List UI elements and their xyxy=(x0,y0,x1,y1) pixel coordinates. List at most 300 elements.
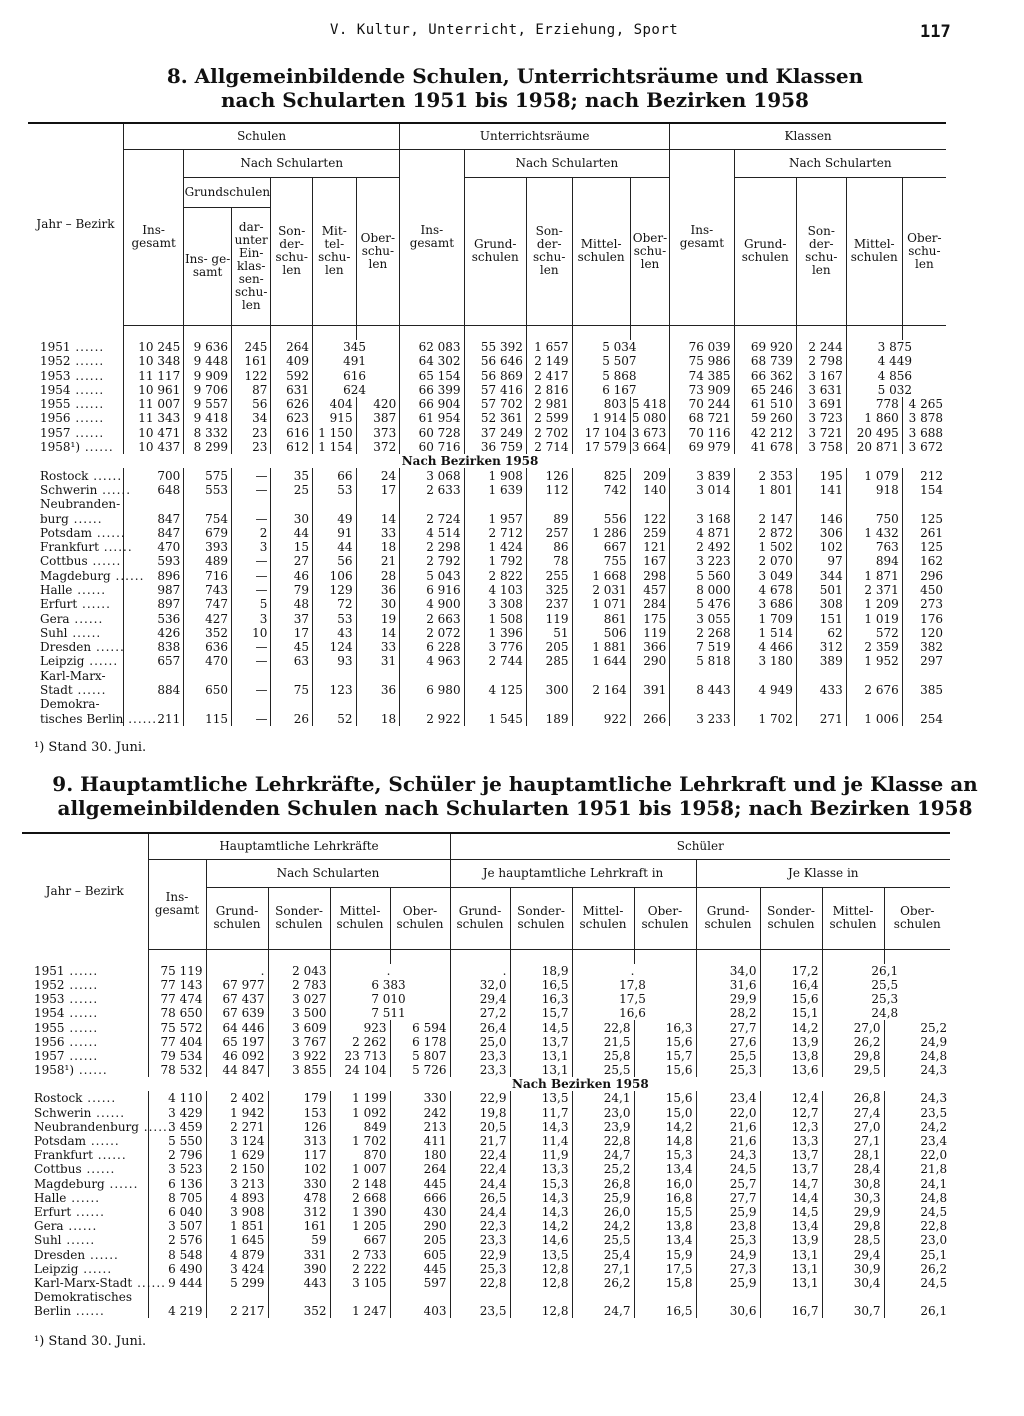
table-cell: 23 xyxy=(231,440,270,454)
table-cell: 1 199 xyxy=(330,1091,390,1105)
table-cell: 69 979 xyxy=(670,440,734,454)
table-row xyxy=(22,1276,950,1290)
table-cell xyxy=(760,1290,822,1304)
table-cell: 2 150 xyxy=(206,1162,268,1176)
table-cell: 572 xyxy=(846,626,902,640)
spacer-cell xyxy=(572,325,630,340)
header-kl-insgesamt: Ins- gesamt xyxy=(670,149,734,325)
table-cell: 489 xyxy=(184,554,232,568)
table-cell: 29,8 xyxy=(822,1049,884,1063)
table-cell: 4 466 xyxy=(734,640,796,654)
table-row xyxy=(28,540,946,554)
table-cell: 427 xyxy=(184,611,232,625)
row-label xyxy=(28,683,124,697)
table-cell: 553 xyxy=(184,483,232,497)
spacer-cell xyxy=(884,949,950,964)
table-row xyxy=(22,1148,950,1162)
row-label-text: 1955 xyxy=(34,1020,65,1035)
table-cell: 1 952 xyxy=(846,654,902,668)
table-cell: 3 308 xyxy=(464,597,526,611)
table-cell: 1 432 xyxy=(846,526,902,540)
row-label xyxy=(22,1247,148,1261)
table-cell: 167 xyxy=(630,554,670,568)
row-label-text: 1951 xyxy=(34,963,65,978)
table-cell: 391 xyxy=(630,683,670,697)
spacer-cell xyxy=(268,949,330,964)
table-cell: 2 714 xyxy=(526,440,572,454)
table-cell: 13,7 xyxy=(510,1035,572,1049)
table-cell: 11 343 xyxy=(124,411,184,425)
table-cell: 11,4 xyxy=(510,1134,572,1148)
table-cell: 750 xyxy=(846,511,902,525)
table-cell: 26,4 xyxy=(450,1020,510,1034)
table-cell: 30 xyxy=(356,597,400,611)
row-label-text: Erfurt xyxy=(40,597,78,612)
table-cell xyxy=(464,669,526,683)
row-label-text: Frankfurt xyxy=(34,1148,93,1163)
table-cell: 3 429 xyxy=(148,1106,206,1120)
table-cell: 1 851 xyxy=(206,1219,268,1233)
table-cell: 14 xyxy=(356,511,400,525)
row-label xyxy=(28,397,124,411)
table-cell: 918 xyxy=(846,483,902,497)
table-cell: 22,8 xyxy=(572,1020,634,1034)
leader-dots: ...... xyxy=(80,440,114,455)
table-cell: 61 954 xyxy=(400,411,464,425)
table-cell xyxy=(670,669,734,683)
row-label xyxy=(22,1205,148,1219)
table-cell: 297 xyxy=(902,654,946,668)
table-cell: 1 871 xyxy=(846,569,902,583)
table-row xyxy=(28,611,946,625)
table-cell: 4 265 xyxy=(902,397,946,411)
subheading: Nach Bezirken 1958 xyxy=(512,1077,649,1092)
table-row xyxy=(22,1091,950,1105)
table-cell: 390 xyxy=(268,1262,330,1276)
row-label-text: 1957 xyxy=(34,1048,65,1063)
table-cell xyxy=(902,697,946,711)
row-label xyxy=(22,1290,148,1304)
header-klassen: Klassen xyxy=(670,123,946,149)
table-cell-merged: 491 xyxy=(312,354,399,368)
table-row xyxy=(28,669,946,683)
spacer-cell xyxy=(846,325,902,340)
table-cell: 9 557 xyxy=(184,397,232,411)
table-cell: 382 xyxy=(902,640,946,654)
table-cell: 23,5 xyxy=(884,1106,950,1120)
table-cell: 125 xyxy=(902,540,946,554)
table-cell: 10 961 xyxy=(124,383,184,397)
table-cell: — xyxy=(231,683,270,697)
table-cell: 205 xyxy=(390,1233,450,1247)
table-cell-merged: 7 010 xyxy=(330,992,450,1006)
row-label xyxy=(28,354,124,368)
table-cell: 117 xyxy=(268,1148,330,1162)
table-cell: 271 xyxy=(796,712,846,726)
leader-dots: ...... xyxy=(91,1105,126,1120)
table-cell: 25,4 xyxy=(572,1247,634,1261)
t9-header-jk-oberschulen: Ober- schulen xyxy=(884,887,950,949)
row-label xyxy=(28,568,145,583)
leader-dots: ...... xyxy=(66,1190,101,1205)
table-cell: 13,4 xyxy=(760,1219,822,1233)
table-row xyxy=(22,1049,950,1063)
table-cell: 78 532 xyxy=(148,1063,206,1077)
leader-dots: ...... xyxy=(70,397,105,412)
table-row xyxy=(28,569,946,583)
header-gs-darunter: dar- unter Ein- klas- sen- schu- len xyxy=(231,207,270,325)
table-cell xyxy=(796,497,846,511)
leader-dots: ...... xyxy=(84,654,119,669)
table-cell: 14 xyxy=(356,626,400,640)
table-cell: 3 027 xyxy=(268,992,330,1006)
row-label-text: Neubrandenburg xyxy=(34,1119,139,1134)
table-cell: 48 xyxy=(271,597,313,611)
table-cell xyxy=(184,697,232,711)
table-cell: 1 006 xyxy=(846,712,902,726)
table-cell: 847 xyxy=(124,526,184,540)
table-cell-merged: 25,5 xyxy=(822,978,950,992)
table-cell: 17 xyxy=(356,483,400,497)
table-cell: 6 594 xyxy=(390,1020,450,1034)
table-cell xyxy=(356,697,400,711)
table-cell: 2 783 xyxy=(268,978,330,992)
leader-dots: ...... xyxy=(110,568,145,583)
table-cell-merged: 4 856 xyxy=(846,368,946,382)
leader-dots: ...... xyxy=(63,1219,98,1234)
table-cell: 24,8 xyxy=(884,1191,950,1205)
table-cell: 27 xyxy=(271,554,313,568)
leader-dots: ...... xyxy=(92,525,126,540)
table-row xyxy=(28,440,946,454)
table-cell: 3 233 xyxy=(670,712,734,726)
t9-header-lk-sonderschulen: Sonder- schulen xyxy=(268,887,330,949)
t9-header-lk-grundschulen: Grund- schulen xyxy=(206,887,268,949)
table-cell xyxy=(356,497,400,511)
table-cell: 420 xyxy=(356,397,400,411)
row-label xyxy=(22,1262,148,1276)
table-cell: 14,3 xyxy=(510,1205,572,1219)
table-cell xyxy=(124,697,184,711)
table-cell: 37 249 xyxy=(464,426,526,440)
table-cell: 255 xyxy=(526,569,572,583)
table-cell: 3 908 xyxy=(206,1205,268,1219)
table-cell: 4 893 xyxy=(206,1191,268,1205)
table-cell: 2 222 xyxy=(330,1262,390,1276)
leader-dots: ...... xyxy=(70,425,105,440)
table-cell-merged: 5 507 xyxy=(572,354,670,368)
row-label xyxy=(22,1020,148,1034)
table-cell: 266 xyxy=(630,712,670,726)
table-cell: 13,4 xyxy=(634,1233,696,1247)
table-cell: 747 xyxy=(184,597,232,611)
leader-dots: ...... xyxy=(78,1261,113,1276)
table-cell: 2 371 xyxy=(846,583,902,597)
leader-dots: ...... xyxy=(68,511,103,526)
table-cell: 20 495 xyxy=(846,426,902,440)
table-cell: 79 534 xyxy=(148,1049,206,1063)
table-cell: 1 657 xyxy=(526,340,572,354)
table-cell: 803 xyxy=(572,397,630,411)
table-cell-merged: 17,8 xyxy=(572,978,696,992)
table-cell xyxy=(696,1290,760,1304)
table-cell: 2 798 xyxy=(796,354,846,368)
t9-header-insgesamt: Ins- gesamt xyxy=(148,859,206,949)
leader-dots: ...... xyxy=(64,1006,99,1021)
spacer-row xyxy=(28,325,946,340)
table-cell: 2 217 xyxy=(206,1304,268,1318)
row-label xyxy=(28,711,158,726)
table-cell: 284 xyxy=(630,597,670,611)
table-cell: 22,3 xyxy=(450,1219,510,1233)
header-ur-insgesamt: Ins- gesamt xyxy=(400,149,464,325)
table-cell: 9 448 xyxy=(184,354,232,368)
row-label-text: 1954 xyxy=(40,382,71,397)
table-cell: 242 xyxy=(390,1106,450,1120)
leader-dots: ...... xyxy=(70,368,105,383)
t9-header-jl-oberschulen: Ober- schulen xyxy=(634,887,696,949)
table-cell: 24,3 xyxy=(884,1063,950,1077)
table-cell: 13,9 xyxy=(760,1035,822,1049)
table-cell: 22,0 xyxy=(696,1106,760,1120)
table-cell-merged: 345 xyxy=(312,340,399,354)
table-cell: 4 949 xyxy=(734,683,796,697)
table-cell: 21,6 xyxy=(696,1134,760,1148)
row-label-text: Potsdam xyxy=(40,525,93,540)
table-cell: 23,3 xyxy=(450,1233,510,1247)
table-cell: 22,8 xyxy=(884,1219,950,1233)
row-label-text: Dresden xyxy=(34,1247,86,1262)
row-label xyxy=(28,340,124,354)
table-cell: 79 xyxy=(271,583,313,597)
table-cell: 373 xyxy=(356,426,400,440)
table-cell: 25,5 xyxy=(696,1049,760,1063)
table-cell: 3 922 xyxy=(268,1049,330,1063)
table-row xyxy=(22,1233,950,1247)
table-cell: 86 xyxy=(526,540,572,554)
table-cell xyxy=(124,497,184,511)
table-cell: 592 xyxy=(271,368,313,382)
table-cell: 124 xyxy=(312,640,356,654)
table-cell: 259 xyxy=(630,526,670,540)
table-cell: 34,0 xyxy=(696,964,760,978)
table-cell: 45 xyxy=(271,640,313,654)
table-cell-merged: 16,6 xyxy=(572,1006,696,1020)
table-cell: 73 909 xyxy=(670,383,734,397)
table-cell: 1 545 xyxy=(464,712,526,726)
table-cell xyxy=(526,669,572,683)
table-cell: 24,4 xyxy=(450,1177,510,1191)
table-cell: 112 xyxy=(526,483,572,497)
spacer-cell xyxy=(356,325,400,340)
table-cell: 1 079 xyxy=(846,468,902,482)
table-cell xyxy=(312,497,356,511)
table-row xyxy=(28,697,946,711)
table-cell: 870 xyxy=(330,1148,390,1162)
table-cell: 27,6 xyxy=(696,1035,760,1049)
table-cell: — xyxy=(231,468,270,482)
table-cell: 1 942 xyxy=(206,1106,268,1120)
table-cell: 13,5 xyxy=(510,1247,572,1261)
row-label-text: 1954 xyxy=(34,1006,65,1021)
table-cell: 23 xyxy=(231,426,270,440)
table-cell: 27,0 xyxy=(822,1120,884,1134)
table-cell: 62 083 xyxy=(400,340,464,354)
table-cell: 290 xyxy=(630,654,670,668)
spacer-row xyxy=(22,949,950,964)
header-mittelschulen: Mit- tel- schu- len xyxy=(312,177,356,325)
table-cell: 2 663 xyxy=(400,611,464,625)
table-cell: 195 xyxy=(796,468,846,482)
table-row xyxy=(22,1063,950,1077)
table-cell: 24,2 xyxy=(884,1120,950,1134)
table-cell: 29,9 xyxy=(822,1205,884,1219)
t9-header-jk-mittelschulen: Mittel- schulen xyxy=(822,887,884,949)
table-cell: 264 xyxy=(390,1162,450,1176)
table-cell: 93 xyxy=(312,654,356,668)
table-cell: 3 523 xyxy=(148,1162,206,1176)
table-row xyxy=(22,1006,950,1020)
table-row xyxy=(28,468,946,482)
table-cell: 657 xyxy=(124,654,184,668)
table-cell: — xyxy=(231,583,270,597)
t9-header-schueler: Schüler xyxy=(450,833,950,859)
table-cell: 2 668 xyxy=(330,1191,390,1205)
table-cell: 25,7 xyxy=(696,1177,760,1191)
table-cell: 849 xyxy=(330,1120,390,1134)
table-cell: 2 744 xyxy=(464,654,526,668)
row-label xyxy=(28,383,124,397)
table-cell: 389 xyxy=(796,654,846,668)
table-cell: 478 xyxy=(268,1191,330,1205)
table-cell: 53 xyxy=(312,611,356,625)
table-cell: 13,1 xyxy=(760,1276,822,1290)
table-cell: 1 396 xyxy=(464,626,526,640)
row-label xyxy=(28,554,124,568)
table-cell: 66 362 xyxy=(734,368,796,382)
table-cell: 61 510 xyxy=(734,397,796,411)
table-cell: 78 xyxy=(526,554,572,568)
row-label xyxy=(28,368,124,382)
table-cell: 13,1 xyxy=(760,1262,822,1276)
table-cell: 66 xyxy=(312,468,356,482)
table-cell: 2 576 xyxy=(148,1233,206,1247)
table-cell: 31 xyxy=(356,654,400,668)
table-cell: 352 xyxy=(268,1304,330,1318)
leader-dots: ...... xyxy=(64,977,99,992)
table-row xyxy=(22,1120,950,1134)
header-jahr-bezirk: Jahr – Bezirk xyxy=(36,217,115,231)
table-cell: 2 702 xyxy=(526,426,572,440)
table-cell: 29,4 xyxy=(822,1247,884,1261)
table-cell: 3 105 xyxy=(330,1276,390,1290)
spacer-cell xyxy=(696,949,760,964)
table-cell: 12,8 xyxy=(510,1276,572,1290)
table-cell-merged: 24,8 xyxy=(822,1006,950,1020)
table-cell: 213 xyxy=(390,1120,450,1134)
table-cell: 32,0 xyxy=(450,978,510,992)
row-label xyxy=(22,1177,148,1191)
t9-header-jl-grundschulen: Grund- schulen xyxy=(450,887,510,949)
table-cell: 13,4 xyxy=(634,1162,696,1176)
table-cell xyxy=(184,497,232,511)
row-label xyxy=(28,540,133,555)
spacer-cell xyxy=(206,949,268,964)
table-cell: 470 xyxy=(124,540,184,554)
table-row xyxy=(28,554,946,568)
table-cell: 3 878 xyxy=(902,411,946,425)
table-cell: 1 007 xyxy=(330,1162,390,1176)
table-cell: 17,2 xyxy=(760,964,822,978)
table-cell: 3 014 xyxy=(670,483,734,497)
table-cell: 43 xyxy=(312,626,356,640)
table-cell: 763 xyxy=(846,540,902,554)
table-cell: 2 xyxy=(231,526,270,540)
table-cell: 24,8 xyxy=(884,1049,950,1063)
table-cell-merged: 5 032 xyxy=(846,383,946,397)
table-cell xyxy=(902,669,946,683)
table-cell: 77 474 xyxy=(148,992,206,1006)
table-cell: 26,2 xyxy=(884,1262,950,1276)
table-cell xyxy=(356,669,400,683)
table-cell: 31,6 xyxy=(696,978,760,992)
t9-header-jl-mittelschulen: Mittel- schulen xyxy=(572,887,634,949)
spacer-cell xyxy=(510,949,572,964)
leader-dots: ...... xyxy=(92,1148,127,1163)
table-cell xyxy=(734,497,796,511)
table-cell: 64 446 xyxy=(206,1020,268,1034)
table-cell xyxy=(630,497,670,511)
table-cell: 5 807 xyxy=(390,1049,450,1063)
row-label xyxy=(28,611,124,625)
table-cell: 29,9 xyxy=(696,992,760,1006)
header-unterrichtsraeume: Unterrichtsräume xyxy=(400,123,670,149)
row-label xyxy=(22,1006,148,1020)
table-row xyxy=(28,340,946,354)
leader-dots: ...... xyxy=(132,1275,166,1290)
table-cell: 2 148 xyxy=(330,1177,390,1191)
leader-dots: ...... xyxy=(87,554,122,569)
table-cell: 506 xyxy=(572,626,630,640)
subheading-blank xyxy=(28,454,400,468)
table-cell xyxy=(330,1290,390,1304)
table-cell: 8 705 xyxy=(148,1191,206,1205)
table-cell: 3 459 xyxy=(148,1120,206,1134)
row-label xyxy=(22,1148,148,1162)
table-cell: 3 167 xyxy=(796,368,846,382)
table-cell: 15,6 xyxy=(634,1063,696,1077)
table-cell: 3 049 xyxy=(734,569,796,583)
table-cell: 2 733 xyxy=(330,1247,390,1261)
row-label xyxy=(28,669,124,683)
table-cell: 3 223 xyxy=(670,554,734,568)
table-cell xyxy=(268,1290,330,1304)
table-cell: 26,2 xyxy=(822,1035,884,1049)
row-label xyxy=(28,468,124,482)
table-row xyxy=(22,1035,950,1049)
table-cell xyxy=(231,669,270,683)
table-cell: 74 385 xyxy=(670,368,734,382)
table-cell: 330 xyxy=(268,1177,330,1191)
table-cell: 1 071 xyxy=(572,597,630,611)
table-cell: 59 xyxy=(268,1233,330,1247)
table-cell: 3 855 xyxy=(268,1063,330,1077)
table-cell: 312 xyxy=(796,640,846,654)
table-row xyxy=(22,1177,950,1191)
table-cell: 28,4 xyxy=(822,1162,884,1176)
table-cell: 18 xyxy=(356,540,400,554)
header-schulen-nach-schularten: Nach Schularten xyxy=(184,149,400,177)
